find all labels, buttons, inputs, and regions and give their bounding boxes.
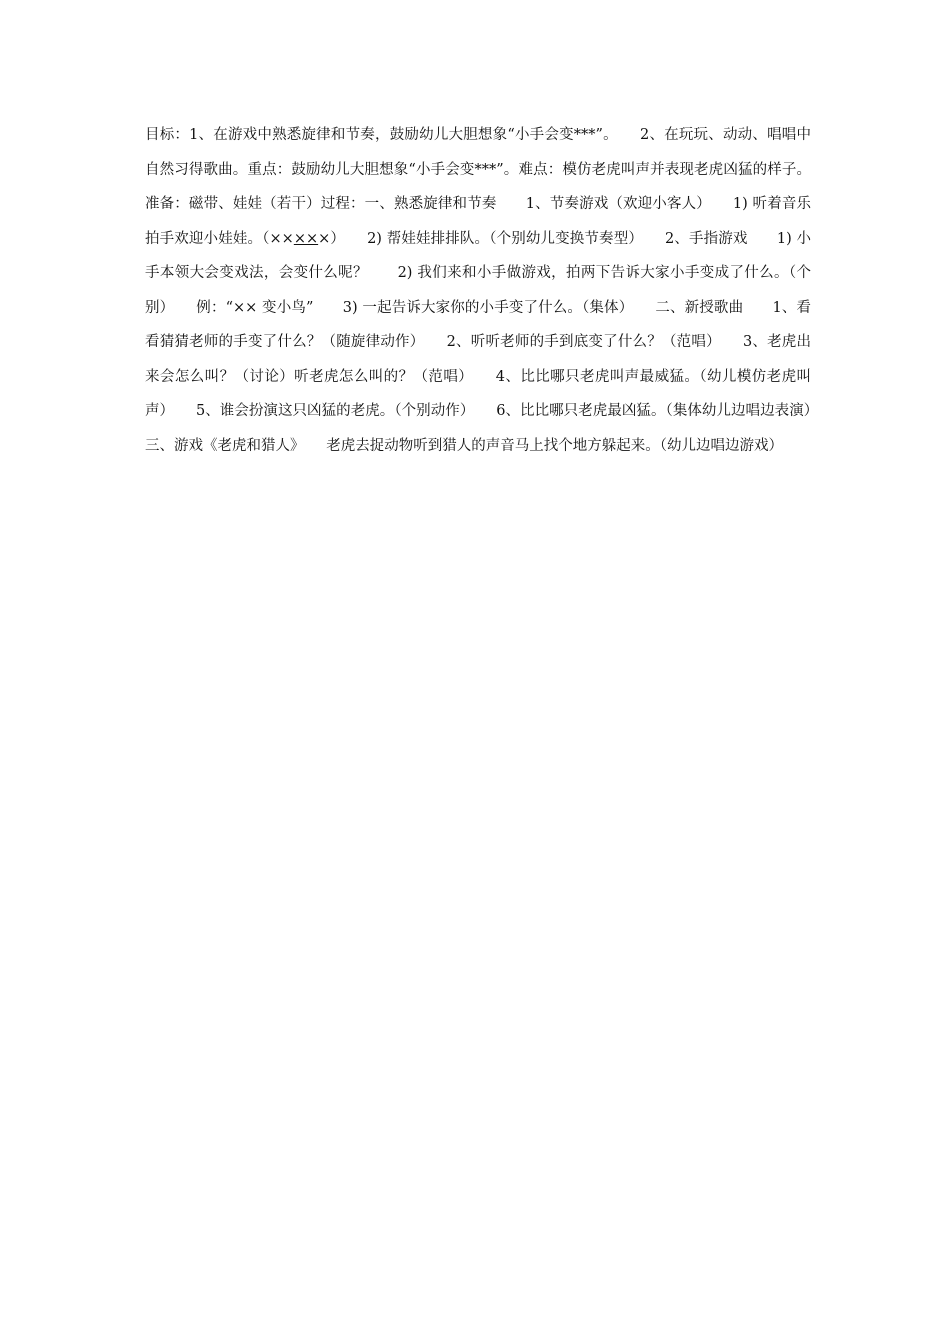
lesson-plan-paragraph — [145, 118, 840, 463]
paragraph-text-part1: 目标：1、在游戏中熟悉旋律和节奏，鼓励幼儿大胆想象“小手会变***”。 2、在玩玩、动动、唱唱中自然习得歌曲。重点：鼓励幼儿大胆想象“小手会变***”。难点：模仿老虎叫声并表现老虎凶猛的样子。准备：磁带、娃娃（若干）过程：一、熟悉旋律和节奏 1、节奏游戏（欢迎小客人） 1) 听着音乐拍手欢迎小娃娃。（×× — [145, 127, 811, 247]
paragraph-text-part2: ×） 2) 帮娃娃排排队。（个别幼儿变换节奏型） 2、手指游戏 1) 小手本领大会变戏法，会变什么呢？ 2) 我们来和小手做游戏，拍两下告诉大家小手变成了什么。（个别） 例：“×× 变小鸟” 3) 一起告诉大家你的小手变了什么。（集体） 二、新授歌曲 1、看看猜猜老师的手变了什么？（随旋律动作） 2、听听老师的手到底变了什么？（范唱） 3、老虎出来会怎么叫？（讨论）听老虎怎么叫的？（范唱） 4、比比哪只老虎叫声最威猛。（幼儿模仿老虎叫声） 5、谁会扮演这只凶猛的老虎。（个别动作） 6、比比哪只老虎最凶猛。（集体幼儿边唱边表演） 三、游戏《老虎和猎人》 老虎去捉动物听到猎人的声音马上找个地方躲起来。（幼儿边唱边游戏） — [145, 230, 840, 454]
paragraph-text-underlined: ×× — [293, 230, 319, 247]
